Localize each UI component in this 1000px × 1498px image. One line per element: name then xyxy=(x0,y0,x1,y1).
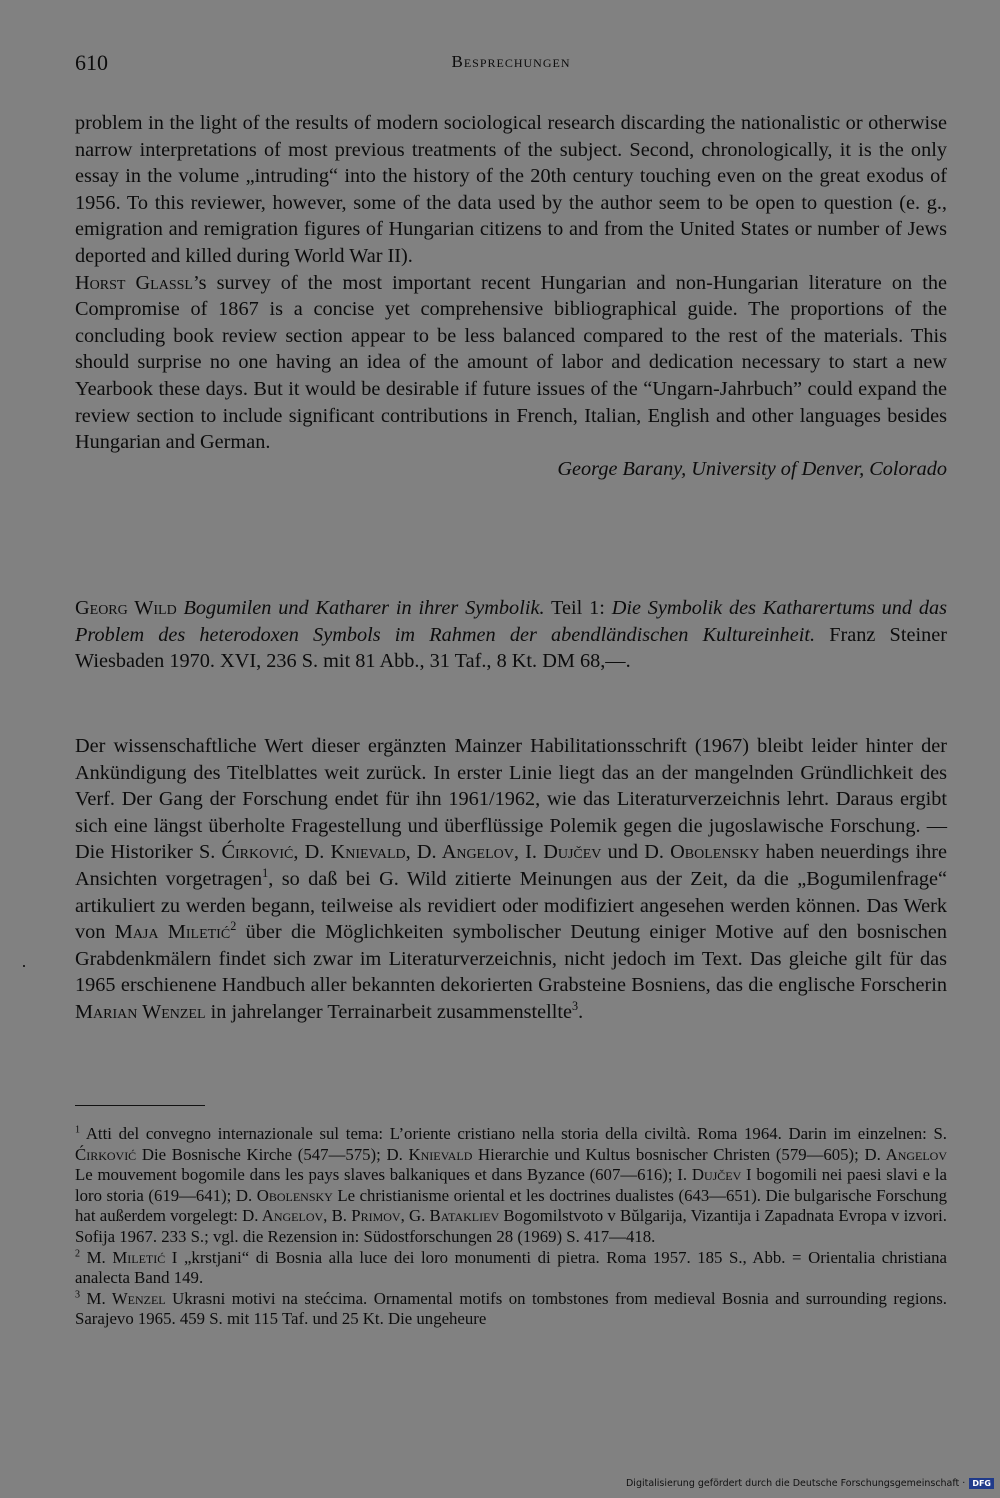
page-header xyxy=(75,50,947,80)
footnote-text: Die Bosnische Kirche (547—575); xyxy=(136,1144,387,1164)
footnote-3 xyxy=(75,1289,947,1330)
footnotes xyxy=(75,1124,947,1330)
footnote-ref[interactable]: 2 xyxy=(230,919,237,934)
footnote-text: Bogomilstvoto v Bŭlgarija, Vizantija i Zapadnata Evropa v izvori. Sofija 1967. 233 S.; vgl. die Rezension in: Südostforschungen 28 (1969) S. 417—418. xyxy=(75,1206,947,1246)
person-name: I. Dujčev xyxy=(677,1165,742,1185)
scan-speck xyxy=(23,965,25,967)
footnote-text: Ukrasni motivi na stećcima. Ornamental motifs on tombstones from medieval Bosnia and surrounding regions. Sarajevo 1965. 459 S. mit 115 Taf. und 25 Kt. Die ungeheure xyxy=(75,1288,947,1329)
book-subtitle: Die Symbolik des Katharertums und das Problem des heterodoxen Symbols im Rahmen der abendländischen Kultureinheit. xyxy=(75,597,947,646)
person-name: I. Dujčev xyxy=(525,841,602,864)
review-text-segment: in jahrelanger Terrainarbeit zusammenstellte xyxy=(205,1000,573,1023)
person-name: D. Obolensky xyxy=(235,1185,333,1205)
footnote-2 xyxy=(75,1248,947,1289)
review-text-segment: über die Möglichkeiten symbolischer Deutung einiger Motive auf den bosnischen Grabdenkmälern findet sich zwar im Literaturverzeichnis, nicht jedoch im Text. Das gleiche gilt für das 1965 erschienene Handbuch aller bekannten dekorierten Grabsteine Bosniens, das die englische Forscherin xyxy=(75,921,948,997)
person-name: D. Knievald xyxy=(304,841,406,864)
book-title: Bogumilen und Katharer in ihrer Symbolik. xyxy=(183,597,545,619)
person-name: D. Angelov xyxy=(864,1144,948,1164)
footnote-ref[interactable]: 1 xyxy=(262,866,269,881)
footnote-text: I bogomili nei paesi slavi e la loro storia (619—641); xyxy=(75,1165,947,1205)
review-text-segment: und xyxy=(601,841,645,864)
footnote-text: Le christianisme oriental et les doctrines dualistes (643—651). Die bulgarische Forschung hat außerdem vorgelegt: xyxy=(75,1185,947,1226)
person-name: M. Miletić xyxy=(80,1247,166,1267)
person-name: Maja Miletić xyxy=(114,921,231,944)
footnote-ref[interactable]: 3 xyxy=(572,999,579,1014)
page-number: 610 xyxy=(75,50,108,75)
running-head: Besprechungen xyxy=(451,52,571,71)
book-part: Teil 1: xyxy=(551,597,605,619)
person-name: M. Wenzel xyxy=(80,1288,166,1308)
intro-text xyxy=(75,110,947,482)
person-name: D. Obolensky xyxy=(644,841,760,864)
footnote-mark: 2 xyxy=(75,1247,81,1259)
review-text-segment: Der wissenschaftliche Wert dieser ergänzten Mainzer Habilitationsschrift (1967) bleibt leider hinter der Ankündigung des Titelblattes weit zurück. In erster Linie liegt das an der mangelnden Gründlichkeit des Verf. Der Gang der Forschung endet für ihn 1961/1962, wie das Literaturverzeichnis lehrt. Daraus ergibt sich eine längst überholte Fragestellung und überflüssige Polemik gegen die jugoslawische Forschung. — Die Historiker xyxy=(75,735,947,864)
review-text-segment: , xyxy=(293,841,305,864)
footnote-text: Hierarchie und Kultus bosnischer Christen (579—605); xyxy=(472,1144,865,1164)
review-text-segment: , so daß bei G. Wild zitierte Meinungen aus der Zeit, da die „Bogumilenfrage“ artikuliert zu werden begann, teilweise als revidiert oder modifiziert angesehen werden können. Das Werk von xyxy=(75,867,947,944)
review-paragraph xyxy=(75,733,947,1026)
book-imprint: Franz Steiner Wiesbaden 1970. XVI, 236 S. mit 81 Abb., 31 Taf., 8 Kt. DM 68,—. xyxy=(75,623,947,673)
person-name: S. Ćirković xyxy=(75,1124,947,1164)
paragraph-1: problem in the light of the results of modern sociological research discarding the nationalistic or otherwise narrow interpretations of most previous treatments of the subject. Second, chronologically, it is the only essay in the volume „intruding“ into the history of the 20th century touching even on the great exodus of 1956. To this reviewer, however, some of the data used by the author seem to be open to question (e. g., emigration and remigration figures of Hungarian citizens to and from the United States or number of Jews deported and killed during World War II). xyxy=(75,112,947,267)
footnote-text: Atti del convegno internazionale sul tema: L’oriente cristiano nella storia della civiltà. Roma 1964. Darin im einzelnen: xyxy=(80,1124,934,1143)
footnote-text: I „krstjani“ di Bosnia alla luce dei loro monumenti di pietra. Roma 1957. 185 S., Abb. = Orientalia christiana analecta Band 149. xyxy=(75,1247,947,1288)
review-text-segment: . xyxy=(578,1000,584,1023)
person-name: D. Angelov xyxy=(416,841,514,864)
person-name: S. Ćirković xyxy=(198,841,294,864)
dfg-logo[interactable]: DFG xyxy=(969,1478,994,1489)
review-text-segment: haben neuerdings ihre Ansichten vorgetragen xyxy=(75,841,948,890)
paragraph-2-text: ’s survey of the most important recent Hungarian and non-Hungarian literature on the Compromise of 1867 is a concise yet comprehensive bibliographical guide. The proportions of the concluding book review section appear to be less balanced compared to the rest of the materials. This should surprise no one having an idea of the amount of labor and dedication necessary to start a new Yearbook these days. But it would be desirable if future issues of the “Ungarn-Jahrbuch” could expand the review section to include significant contributions in French, Italian, English and other languages besides Hungarian and German. xyxy=(75,271,947,454)
review-text-segment: , xyxy=(513,841,526,864)
digitization-credit xyxy=(626,1478,994,1489)
person-name: D. Knievald xyxy=(386,1144,473,1164)
author-name: Horst Glassl xyxy=(75,271,193,294)
review-text-segment: , xyxy=(405,841,417,864)
credit-text: Digitalisierung gefördert durch die Deutsche Forschungsgemeinschaft · xyxy=(625,1478,966,1489)
reviewer-signature: George Barany, University of Denver, Colorado xyxy=(557,457,947,480)
footnote-divider xyxy=(75,1105,205,1106)
bibliographic-entry xyxy=(75,595,947,675)
book-author: Georg Wild xyxy=(75,597,177,619)
footnote-mark: 3 xyxy=(75,1289,81,1301)
footnote-text: Le mouvement bogomile dans les pays slaves balkaniques et dans Byzance (607—616); xyxy=(75,1165,678,1185)
review-text xyxy=(75,733,947,1026)
footnote-1 xyxy=(75,1124,947,1248)
paragraph-2 xyxy=(75,270,947,456)
person-name: Marian Wenzel xyxy=(75,1000,206,1023)
footnote-mark: 1 xyxy=(75,1124,81,1136)
person-name: D. Angelov, B. Primov, G. Batakliev xyxy=(242,1206,500,1226)
